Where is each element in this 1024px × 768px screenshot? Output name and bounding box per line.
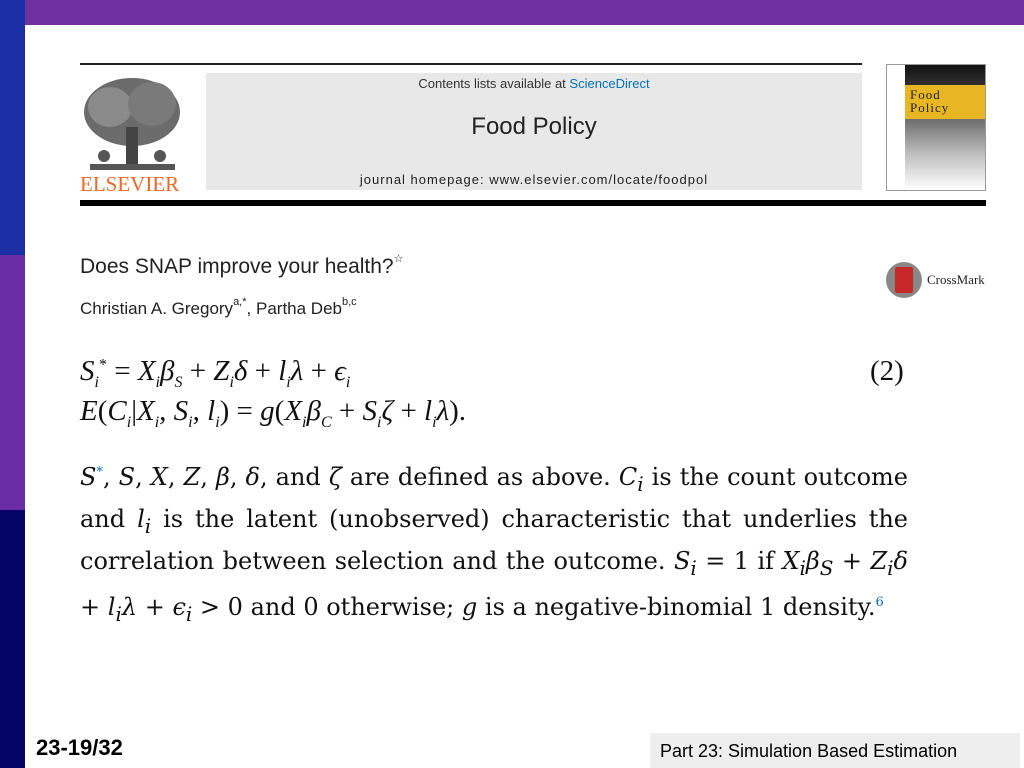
elsevier-tree-logo-icon (80, 72, 183, 176)
journal-banner (206, 73, 862, 190)
contents-prefix: Contents lists available at (418, 76, 570, 91)
left-accent-bar (0, 0, 25, 768)
footnote-marker[interactable]: 6 (875, 595, 884, 611)
cover-label (905, 85, 985, 119)
cover-label-line2: Policy (910, 100, 950, 115)
footer-section-title: Part 23: Simulation Based Estimation (660, 741, 958, 761)
publisher-name: ELSEVIER (80, 172, 180, 196)
left-bar-segment-navy (0, 510, 25, 768)
left-bar-segment-purple (0, 255, 25, 510)
equation-count-outcome: $E(C_i|X_i$, $S_i$, $l_i) = g(X_i\beta_C + S_i\zeta + l_i\lambda)$. (80, 395, 467, 431)
header-top-rule (80, 63, 862, 65)
author-separator: , (246, 299, 256, 318)
equation-number: (2) (870, 355, 904, 387)
left-bar-segment-blue (0, 0, 25, 255)
author-list (80, 296, 357, 319)
article-title (80, 255, 403, 279)
top-accent-bar (0, 0, 1024, 25)
explanation-paragraph: S*, S, X, Z, β, δ, and ζ are defined as above. $C_i$ is the count outcome and $l_i$ is the latent (unobserved) characteristic that underlies the correlation between selection and the outcome. $S_i = 1$ if $X_i\beta_S + Z_i\delta + l_i\lambda + \epsilon_i > 0$ and 0 otherwise; g is a negative-binomial 1 density.$^6$ (80, 463, 908, 627)
author-1-affiliation: a,* (233, 296, 247, 308)
crossmark-bookmark-icon (895, 267, 913, 293)
sciencedirect-link[interactable]: ScienceDirect (569, 76, 650, 91)
cover-label-line1: Food (910, 87, 941, 102)
cover-gradient (905, 65, 985, 190)
slide-number: 23-19/32 (36, 735, 123, 760)
star-icon: ☆ (393, 253, 404, 265)
contents-line (206, 76, 862, 91)
journal-cover-thumbnail (886, 64, 986, 191)
journal-homepage: journal homepage: www.elsevier.com/locate/foodpol (359, 172, 709, 187)
author-1: Christian A. Gregory (80, 299, 234, 318)
article-title-text: Does SNAP improve your health? (80, 255, 394, 278)
author-2: Partha Deb (255, 299, 342, 318)
crossmark-label[interactable]: CrossMark (927, 272, 985, 287)
crossmark-icon[interactable] (886, 262, 922, 298)
footer-section-box (650, 733, 1020, 768)
author-2-affiliation: b,c (341, 296, 357, 308)
equation-selection: $S_i^* = X_i\beta_S + Z_i\delta + l_i\lambda + \epsilon_i$ (80, 355, 351, 391)
header-bottom-rule (80, 200, 986, 206)
journal-title: Food Policy (471, 113, 597, 140)
